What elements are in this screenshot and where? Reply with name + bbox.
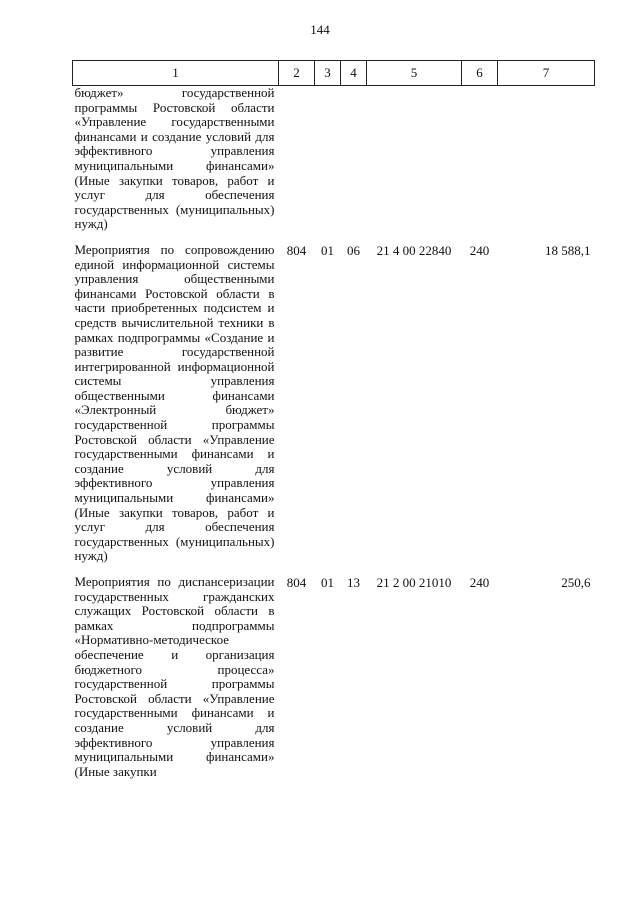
row-target-article bbox=[367, 86, 462, 243]
row-amount: 18 588,1 bbox=[545, 242, 591, 258]
budget-table bbox=[72, 60, 595, 790]
row-amount: 250,6 bbox=[561, 575, 591, 590]
row-expense-type bbox=[462, 86, 498, 243]
row-ministry bbox=[279, 86, 315, 243]
row-amount bbox=[498, 86, 595, 243]
row-ministry: 804 bbox=[286, 242, 307, 258]
column-header-subsection: 4 bbox=[341, 61, 367, 86]
page-number: 144 bbox=[310, 22, 330, 37]
column-header-section: 3 bbox=[315, 61, 341, 86]
column-header-ministry: 2 bbox=[279, 61, 315, 86]
table-row bbox=[73, 86, 595, 243]
row-section bbox=[315, 86, 341, 243]
row-description: Мероприятия по диспансеризации государственных гражданских служащих Ростовской области в рамках подпрограммы «Нормативно-методическое обеспечение и организация бюджетного процесса» государственной программы Ростовской области «Управление государственными финансами и создание условий для эффективного управления муниципальными финансами» (Иные закупки bbox=[74, 574, 275, 779]
table-row bbox=[73, 243, 595, 575]
column-header-target-article: 5 bbox=[367, 61, 462, 86]
table-row bbox=[73, 575, 595, 790]
row-description: Мероприятия по сопровождению единой информационной системы управления общественными финансами Ростовской области в части приобретенных подсистем и средств вычислительной техники в рамках подпрограммы «Создание и развитие государственной интегрированной информационной системы управления общественными финансами «Электронный бюджет» государственной программы Ростовской области «Управление государственными финансами и создание условий для эффективного управления муниципальными финансами» (Иные закупки товаров, работ и услуг для обеспечения государственных (муниципальных) нужд) bbox=[74, 241, 275, 564]
row-description: бюджет» государственной программы Ростовской области «Управление государственными финансами и создание условий для эффективного управления муниципальными финансами» (Иные закупки товаров, работ и услуг для обеспечения государственных (муниципальных) нужд) bbox=[74, 85, 275, 232]
row-target-article: 21 2 00 21010 bbox=[376, 575, 452, 590]
row-section: 01 bbox=[321, 575, 334, 590]
row-section: 01 bbox=[321, 242, 334, 258]
column-header-amount: 7 bbox=[498, 61, 595, 86]
row-subsection: 06 bbox=[347, 242, 360, 258]
row-expense-type: 240 bbox=[469, 575, 490, 590]
row-subsection bbox=[341, 86, 367, 243]
row-ministry: 804 bbox=[286, 575, 307, 590]
row-subsection: 13 bbox=[347, 575, 360, 590]
table-header-row bbox=[73, 61, 595, 86]
row-expense-type: 240 bbox=[469, 242, 490, 258]
column-header-description: 1 bbox=[73, 61, 279, 86]
row-target-article: 21 4 00 22840 bbox=[376, 242, 452, 258]
column-header-expense-type: 6 bbox=[462, 61, 498, 86]
